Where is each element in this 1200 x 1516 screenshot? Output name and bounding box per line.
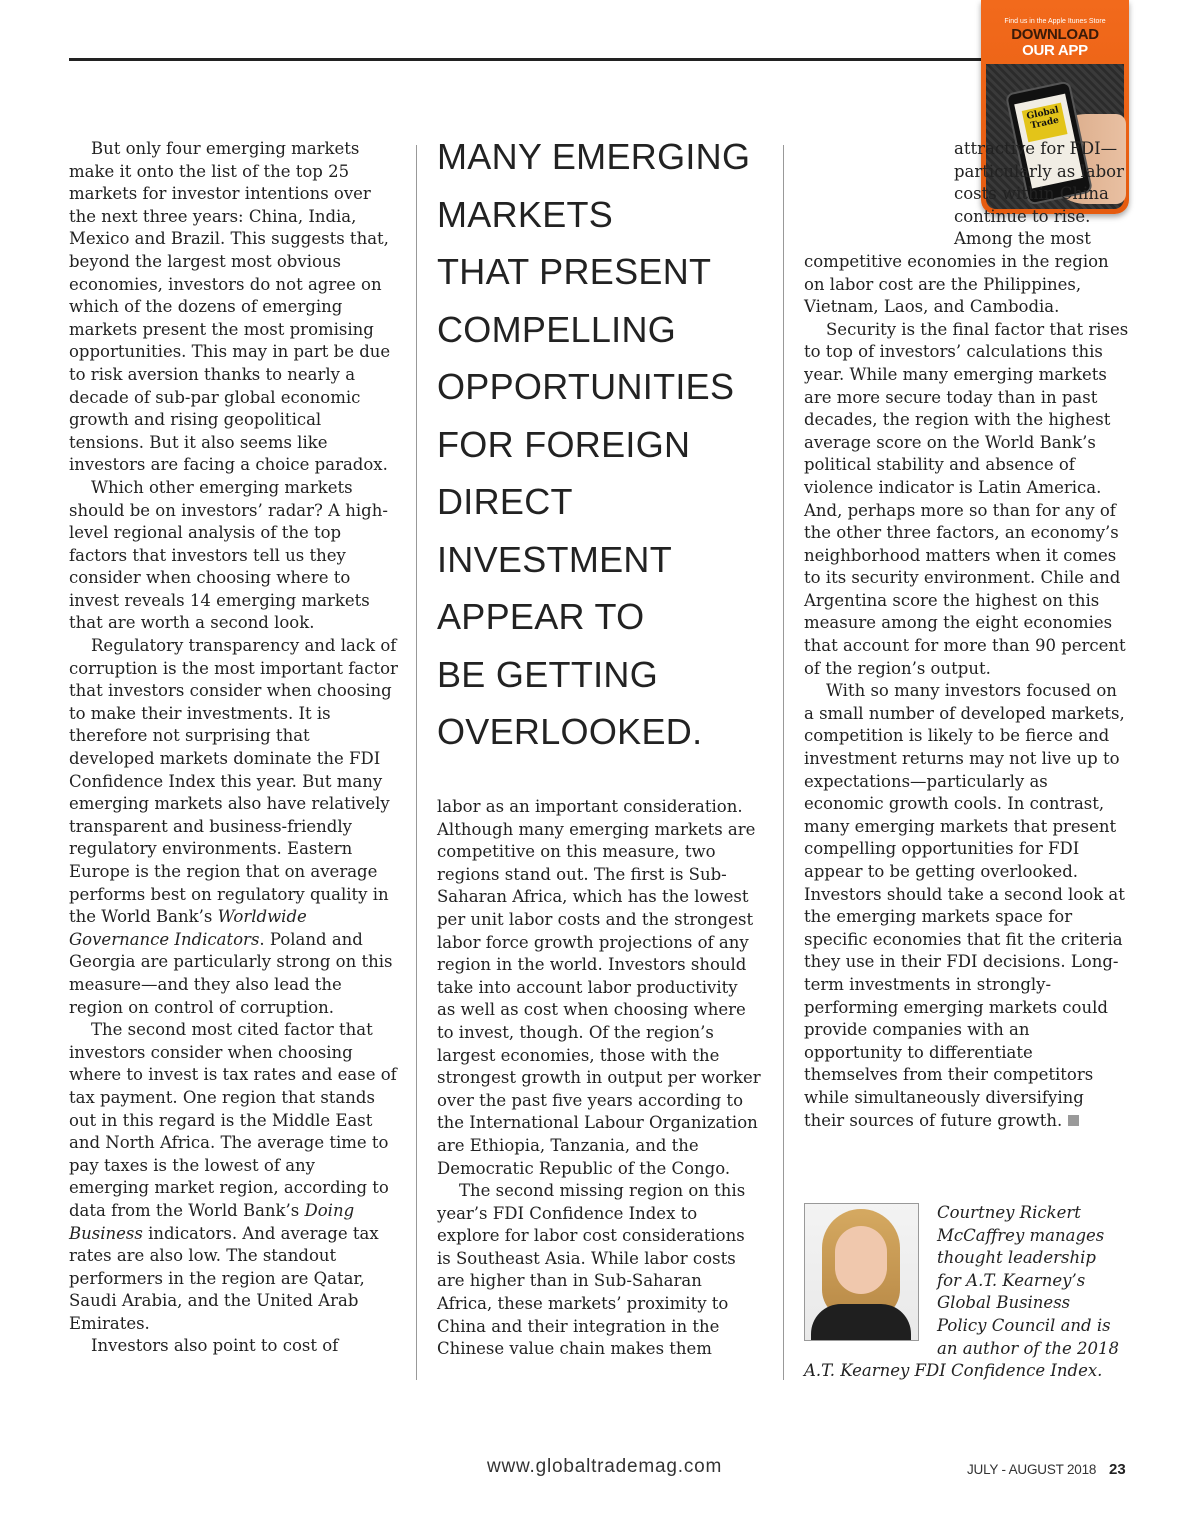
bio-line: Courtney Rickert [937, 1203, 1081, 1222]
footer-url[interactable]: www.globaltrademag.com [487, 1456, 723, 1477]
global-trade-logo: Global Trade [1022, 103, 1068, 143]
pull-quote-line: MANY EMERGING [437, 136, 751, 177]
pull-quote-line: OPPORTUNITIES [437, 366, 735, 407]
article-column-3 [804, 138, 1129, 1132]
italic-title: Worldwide Governance Indicators [69, 907, 307, 949]
article-column-2 [437, 796, 761, 1361]
paragraph: Which other emerging markets should be on investors’ radar? A high-level regional analysis of the top factors that investors tell us they consider when choosing where to invest reveals 14 emerging markets that are worth a second look. [69, 477, 388, 633]
pull-quote-line: FOR FOREIGN [437, 423, 691, 465]
paragraph: labor as an important consideration. Although many emerging markets are competitive on this measure, two regions stand out. The first is Sub-Saharan Africa, which has the lowest per unit labor costs and the strongest labor force growth projections of any region in the world. Investors should take into account labor productivity as well as cost when choosing where to invest, though. Of the region’s largest economies, those with the strongest growth in output per worker over the past five years according to the International Labour Organization are Ethiopia, Tanzania, and the Democratic Republic of the Congo. [437, 797, 761, 1178]
download-text: DOWNLOAD [1011, 26, 1099, 43]
bio-line: thought leadership [937, 1248, 1096, 1268]
pull-quote-line: APPEAR TO [437, 596, 645, 637]
header-rule [69, 58, 981, 61]
pull-quote-line: OVERLOOKED. [437, 711, 703, 752]
paragraph: With so many investors focused on a small number of developed markets, competition is likely to be fierce and investment returns may not live up to expectations—particularly as economic growth cools. In contrast, many emerging markets that present compelling opportunities for FDI appear to be getting overlooked. Investors should take a second look at the emerging markets space for specific economies that fit the criteria they use in their FDI decisions. Long-term investments in strongly-performing emerging markets could provide companies with an opportunity to differentiate themselves from their competitors while simultaneously diversifying their sources of future growth. [804, 681, 1125, 1130]
paragraph: Investors also point to cost of [91, 1336, 339, 1356]
footer-date: JULY - AUGUST 2018 [967, 1462, 1097, 1477]
article-column-1 [69, 138, 399, 1358]
pull-quote-line: INVESTMENT [437, 538, 673, 580]
paragraph: Security is the final factor that rises to top of investors’ calculations this year. While many emerging markets are more secure today than in past decades, the region with the highest average score on the World Bank’s political stability and absence of violence indicator is Latin America. And, perhaps more so than for any of the other three factors, an economy’s neighborhood matters when it comes to its security environment. Chile and Argentina score the highest on this measure among the eight economies that account for more than 90 percent of the region’s output. [804, 319, 1129, 678]
italic-title: Doing Business [69, 1200, 355, 1243]
pull-quote-line: COMPELLING [437, 308, 677, 350]
bio-line: A.T. Kearney FDI Confidence Index. [804, 1361, 1103, 1381]
bio-line: for A.T. Kearney’s [937, 1270, 1086, 1290]
page-number: 23 [1109, 1461, 1126, 1478]
our-app-text: OUR APP [1022, 42, 1088, 59]
column-divider-left [416, 145, 417, 1380]
bio-line: Policy Council and is [937, 1315, 1111, 1335]
pull-quote-line: MARKETS [437, 193, 614, 235]
app-store-text: Find us in the Apple Itunes Store [1004, 18, 1106, 25]
bio-line: Global Business [937, 1293, 1071, 1313]
column-divider-right [783, 145, 784, 1380]
paragraph: Regulatory transparency and lack of corruption is the most important factor that investors consider when choosing to make their investments. It is therefore not surprising that developed markets dominate the FDI Confidence Index this year. But many emerging markets also have relatively transparent and business-friendly regulatory environments. Eastern Europe is the region that on average performs best on regulatory quality in the World Bank’s Worldwide Governance Indicators. Poland and Georgia are particularly strong on this measure—and they also lead the region on control of corruption. [69, 636, 398, 1017]
paragraph: The second most cited factor that investors consider when choosing where to invest is tax rates and ease of tax payment. One region that stands out in this regard is the Middle East and North Africa. The average time to pay taxes is the lowest of any emerging market region, according to data from the World Bank’s Doing Business indicators. And average tax rates are also low. The standout performers in the region are Qatar, Saudi Arabia, and the United Arab Emirates. [69, 1020, 397, 1333]
paragraph: But only four emerging markets make it onto the list of the top 25 markets for investor intentions over the next three years: China, India, Mexico and Brazil. This suggests that, beyond the largest most obvious economies, investors do not agree on which of the dozens of emerging markets present the most promising opportunities. This may in part be due to risk aversion thanks to nearly a decade of sub-par global economic growth and rising geopolitical tensions. But it also seems like investors are facing a choice paradox. [69, 139, 391, 475]
author-bio [804, 1202, 1134, 1383]
pull-quote-line: BE GETTING [437, 653, 659, 695]
bio-line: an author of the 2018 [937, 1338, 1120, 1358]
paragraph: attractive for FDI—particularly as labor costs within China continue to rise. Among the most competitive economies in the region on labor cost are the Philippines, Vietnam, Laos, and Cambodia. [804, 139, 1124, 317]
end-mark-icon [1068, 1115, 1079, 1126]
ad-wrap-space [804, 138, 954, 230]
pull-quote-line: THAT PRESENT [437, 251, 712, 292]
pull-quote-line: DIRECT [437, 481, 573, 522]
pull-quote [437, 128, 777, 761]
bio-line: McCaffrey manages [937, 1225, 1105, 1245]
paragraph: The second missing region on this year’s FDI Confidence Index to explore for labor cost considerations is Southeast Asia. While labor costs are higher than in Sub-Saharan Africa, these markets’ proximity to China and their integration in the Chinese value chain makes them [437, 1181, 746, 1359]
